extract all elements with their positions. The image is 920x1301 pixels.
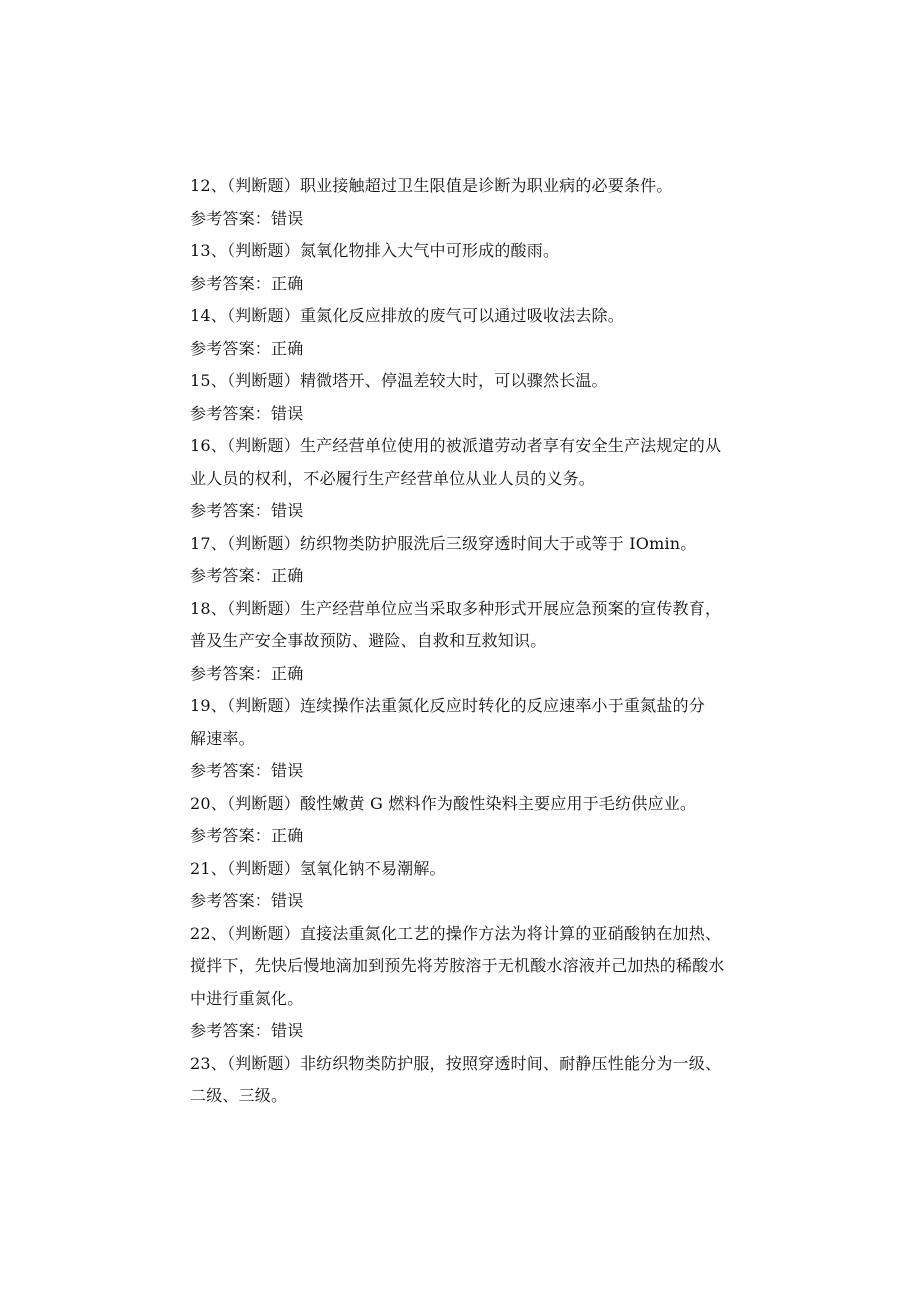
question-19-text-continued: 解速率。 [190, 728, 255, 748]
question-22-text: 22、（判断题）直接法重氮化工艺的操作方法为将计算的亚硝酸钠在加热、 [190, 923, 722, 943]
question-18-answer: 参考答案：正确 [190, 663, 304, 683]
question-14-answer: 参考答案：正确 [190, 338, 304, 358]
question-14-text: 14、（判断题）重氮化反应排放的废气可以通过吸收法去除。 [190, 306, 624, 325]
question-13-text: 13、（判断题）氮氧化物排入大气中可形成的酸雨。 [190, 241, 560, 260]
question-16-text-continued: 业人员的权利，不必履行生产经营单位从业人员的义务。 [190, 468, 596, 488]
question-20-answer: 参考答案：正确 [190, 826, 304, 845]
question-18-text-continued: 普及生产安全事故预防、避险、自救和互救知识。 [190, 631, 547, 650]
question-list [190, 170, 760, 1113]
question-23-text: 23、（判断题）非纺织物类防护服，按照穿透时间、耐静压性能分为一级、 [190, 1053, 722, 1073]
question-23-text-continued: 二级、三级。 [190, 1086, 288, 1105]
question-16-text: 16、（判断题）生产经营单位使用的被派遣劳动者享有安全生产法规定的从 [190, 436, 722, 455]
question-12-text: 12、（判断题）职业接触超过卫生限值是诊断为职业病的必要条件。 [190, 176, 673, 195]
question-21-answer: 参考答案：错误 [190, 891, 304, 910]
question-21-text: 21、（判断题）氢氧化钠不易潮解。 [190, 858, 446, 878]
question-19-text: 19、（判断题）连续操作法重氮化反应时转化的反应速率小于重氮盐的分 [190, 696, 705, 715]
question-16-answer: 参考答案：错误 [190, 501, 304, 520]
question-22-answer: 参考答案：错误 [190, 1021, 304, 1040]
question-22-text-continued: 搅拌下，先快后慢地滴加到预先将芳胺溶于无机酸水溶液并己加热的稀酸水 [190, 956, 725, 975]
question-12-answer: 参考答案：错误 [190, 208, 304, 228]
question-17-answer: 参考答案：正确 [190, 566, 304, 585]
question-13-answer: 参考答案：正确 [190, 273, 304, 293]
question-17-text: 17、（判断题）纺织物类防护服洗后三级穿透时间大于或等于 IOmin。 [190, 533, 697, 553]
question-22-text-continued-2: 中进行重氮化。 [190, 988, 304, 1008]
question-19-answer: 参考答案：错误 [190, 761, 304, 780]
question-15-text: 15、（判断题）精微塔开、停温差较大时，可以骤然长温。 [190, 371, 608, 390]
question-18-text: 18、（判断题）生产经营单位应当采取多种形式开展应急预案的宣传教育， [190, 598, 722, 618]
question-15-answer: 参考答案：错误 [190, 403, 304, 423]
question-20-text: 20、（判断题）酸性嫩黄 G 燃料作为酸性染料主要应用于毛纺供应业。 [190, 793, 697, 813]
